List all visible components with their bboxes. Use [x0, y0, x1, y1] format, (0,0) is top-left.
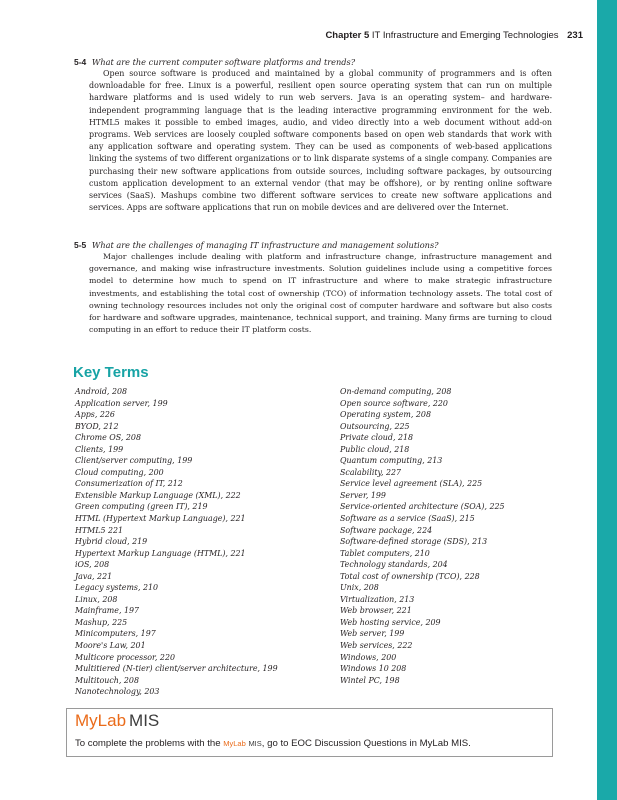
mylab-inline-brand: MyLab: [223, 739, 246, 748]
question-number: 5-5: [74, 240, 87, 250]
key-terms-left-column: [75, 386, 278, 698]
key-term-item: Moore's Law, 201: [75, 641, 146, 651]
key-term-item: Minicomputers, 197: [75, 629, 156, 639]
question-text: What are the current computer software platforms and trends?: [91, 57, 356, 67]
key-term-item: Virtualization, 213: [340, 594, 415, 604]
key-term-item: Public cloud, 218: [340, 444, 410, 454]
key-term-item: Open source software, 220: [340, 398, 448, 408]
key-term-item: Service level agreement (SLA), 225: [340, 479, 483, 489]
key-term-item: Extensible Markup Language (XML), 222: [75, 490, 241, 500]
key-term-item: Outsourcing, 225: [340, 421, 410, 431]
key-term-item: Consumerization of IT, 212: [75, 479, 183, 489]
key-term-item: Mainframe, 197: [75, 606, 140, 616]
key-term-item: Android, 208: [75, 387, 128, 396]
key-term-item: Service-oriented architecture (SOA), 225: [340, 502, 505, 512]
key-term-item: Software-defined storage (SDS), 213: [340, 537, 488, 547]
summary-paragraph: Open source software is produced and maintained by a global community of programmers and is often downloadable for free. Linux is a powerful, resilient open source operating system that can run on multiple hardware platforms and is used widely to run web servers. Java is an operating system– and hardware-independent programming language that is the leading interactive programming environment for the web. HTML5 makes it possible to embed images, audio, and video directly into a web document without add-on programs. Web services are loosely coupled software components based on open web standards that work with any application software and operating system. They can be used as components of web-based applications linking the systems of two different organizations or to link disparate systems of a single company. Companies are purchasing their new software applications from outside sources, including software packages, by outsourcing custom application development to an external vendor (that may be offshore), or by renting online software services (SaaS). Mashups combine two different software services to create new software applications and services. Apps are software applications that run on mobile devices and are delivered over the Internet.: [89, 69, 552, 213]
key-term-item: Software as a service (SaaS), 215: [340, 514, 475, 524]
key-term-item: Unix, 208: [340, 583, 379, 593]
key-terms-right-column: [340, 386, 505, 686]
summary-paragraph: Major challenges include dealing with platform and infrastructure change, infrastructure management and governance, and making wise infrastructure investments. Solution guidelines include using a competitive forces model to determine how much to spend on IT infrastructure and where to make strategic infrastructure investments, and establishing the total cost of ownership (TCO) of information technology assets. The total cost of owning technology resources includes not only the original cost of computer hardware and software but also costs for hardware and software upgrades, maintenance, technical support, and training. Many firms are turning to cloud computing in an effort to reduce their IT platform costs.: [89, 252, 552, 335]
key-term-item: Chrome OS, 208: [75, 433, 141, 443]
key-term-item: Cloud computing, 200: [75, 467, 164, 477]
teal-edge-bar: [597, 0, 617, 800]
summary-section-5-5: [74, 240, 552, 336]
key-term-item: Mashup, 225: [75, 617, 128, 627]
question-text: What are the challenges of managing IT infrastructure and management solutions?: [91, 240, 439, 250]
key-term-item: Quantum computing, 213: [340, 456, 443, 466]
mylab-text-after: , go to EOC Discussion Questions in MyLab MIS.: [261, 738, 471, 749]
key-term-item: Application server, 199: [75, 398, 168, 408]
key-term-item: Software package, 224: [340, 525, 433, 535]
key-term-item: Multitouch, 208: [75, 675, 139, 685]
key-term-item: Hypertext Markup Language (HTML), 221: [75, 548, 246, 558]
key-term-item: Operating system, 208: [340, 410, 431, 420]
mylab-product: MIS: [129, 711, 160, 730]
key-term-item: Technology standards, 204: [340, 560, 448, 570]
key-terms-heading: Key Terms: [73, 364, 149, 381]
key-term-item: Linux, 208: [75, 594, 118, 604]
summary-question-line: [74, 57, 552, 68]
key-term-item: Web services, 222: [340, 641, 413, 651]
key-term-item: Hybrid cloud, 219: [75, 537, 148, 547]
mylab-inline-product: MIS: [248, 739, 262, 748]
chapter-title: IT Infrastructure and Emerging Technologies: [371, 30, 559, 41]
key-term-item: Server, 199: [340, 490, 386, 500]
key-term-item: Scalability, 227: [340, 467, 402, 477]
key-term-item: Tablet computers, 210: [340, 548, 430, 558]
key-term-item: Private cloud, 218: [340, 433, 414, 443]
key-term-item: Client/server computing, 199: [75, 456, 193, 466]
mylab-text-before: To complete the problems with the: [75, 738, 221, 749]
key-term-item: Clients, 199: [75, 444, 124, 454]
mylab-brand: MyLab: [75, 711, 127, 730]
key-term-item: Multicore processor, 220: [75, 652, 175, 662]
key-term-item: iOS, 208: [75, 560, 110, 570]
key-term-item: Windows, 200: [340, 652, 397, 662]
key-term-item: Wintel PC, 198: [340, 675, 400, 685]
key-term-item: BYOD, 212: [75, 421, 119, 431]
key-term-item: Nanotechnology, 203: [75, 687, 160, 697]
key-term-item: On-demand computing, 208: [340, 387, 452, 396]
key-term-item: Multitiered (N-tier) client/server architecture, 199: [75, 664, 278, 674]
mylab-callout: [66, 708, 553, 757]
page-number: 231: [567, 30, 583, 41]
key-term-item: Green computing (green IT), 219: [75, 502, 208, 512]
summary-section-5-4: [74, 57, 552, 214]
mylab-logo: [75, 711, 159, 731]
summary-question-line: [74, 240, 552, 251]
key-term-item: Windows 10 208: [340, 664, 407, 674]
key-term-item: HTML5 221: [75, 525, 124, 535]
key-term-item: Java, 221: [75, 571, 113, 581]
key-term-item: Web server, 199: [340, 629, 405, 639]
key-term-item: Legacy systems, 210: [75, 583, 159, 593]
key-term-item: HTML (Hypertext Markup Language), 221: [75, 514, 246, 524]
key-term-item: Total cost of ownership (TCO), 228: [340, 571, 480, 581]
key-term-item: Apps, 226: [75, 410, 115, 420]
mylab-instructions: [75, 738, 471, 749]
key-term-item: Web hosting service, 209: [340, 617, 441, 627]
chapter-label: Chapter 5: [325, 30, 370, 41]
question-number: 5-4: [74, 57, 87, 67]
key-term-item: Web browser, 221: [340, 606, 412, 616]
running-header: [325, 30, 583, 41]
